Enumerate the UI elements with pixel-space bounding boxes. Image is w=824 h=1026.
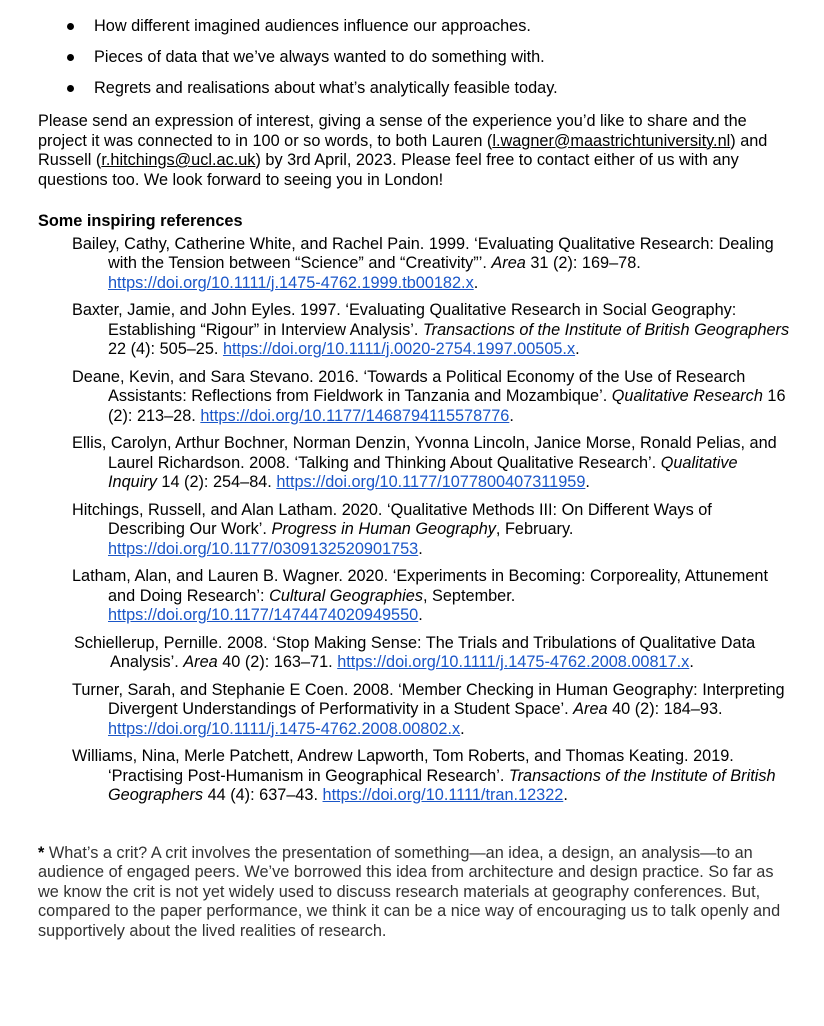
reference-journal: Area <box>573 700 608 718</box>
reference-text: , February. <box>495 520 574 538</box>
doi-link[interactable]: https://doi.org/10.1177/0309132520901753 <box>108 539 419 558</box>
document-page <box>38 11 790 941</box>
reference-text: 40 (2): 163–71. <box>217 653 338 671</box>
doi-link[interactable]: https://doi.org/10.1111/j.1475-4762.2008.00817.x <box>337 653 690 671</box>
bullet-text: Pieces of data that we’ve always wanted to do something with. <box>94 48 545 66</box>
reference-journal: Transactions of the Institute of British Geographers <box>422 320 790 339</box>
doi-link[interactable]: https://doi.org/10.1111/j.1475-4762.2008.00802.x <box>108 719 461 738</box>
bullet-item <box>38 73 790 104</box>
reference-item <box>38 368 790 427</box>
reference-text: 14 (2): 254–84. <box>156 473 277 491</box>
bullet-text: How different imagined audiences influence our approaches. <box>94 17 531 35</box>
email-link-lauren[interactable]: l.wagner@maastrichtuniversity.nl <box>492 131 731 150</box>
reference-end: . <box>585 473 590 491</box>
doi-link[interactable]: https://doi.org/10.1177/1474474020949550 <box>108 606 419 624</box>
bullet-icon <box>67 85 74 92</box>
reference-journal: Area <box>183 653 218 671</box>
reference-text: Ellis, Carolyn, Arthur Bochner, Norman Denzin, Yvonna Lincoln, Janice Morse, Ronald Pelias, and Laurel Richardson. 2008. ‘Talking and Thinking About Qualitative Research’. <box>72 434 777 472</box>
bullet-icon <box>67 54 74 61</box>
reference-end: . <box>509 406 514 425</box>
intro-paragraph <box>38 112 790 190</box>
reference-end: . <box>575 340 580 358</box>
doi-link[interactable]: https://doi.org/10.1111/j.1475-4762.1999.tb00182.x <box>108 273 474 292</box>
reference-text: , September. <box>422 586 516 605</box>
intro-text: ) by 3rd April, 2023. Please feel free to contact either of us with any questions too. We look forward to seeing you in London! <box>38 151 739 189</box>
reference-journal: Cultural Geographies <box>269 586 423 605</box>
reference-text: Latham, Alan, and Lauren B. Wagner. 2020. ‘Experiments in Becoming: Corporeality, Attunement and Doing Research’: <box>72 567 768 605</box>
reference-item <box>38 681 790 740</box>
reference-text: Baxter, Jamie, and John Eyles. 1997. ‘Evaluating Qualitative Research in Social Geography: Establishing “Rigour” in Interview Analysis’. <box>72 301 737 339</box>
reference-text: Hitchings, Russell, and Alan Latham. 2020. ‘Qualitative Methods III: On Different Ways of Describing Our Work’. <box>72 500 712 538</box>
reference-text: Williams, Nina, Merle Patchett, Andrew Lapworth, Tom Roberts, and Thomas Keating. 2019. ‘Practising Post-Humanism in Geographical Research’. <box>72 747 734 785</box>
reference-text: 44 (4): 637–43. <box>203 786 323 804</box>
reference-journal: Qualitative Inquiry <box>108 453 738 491</box>
reference-end: . <box>689 653 694 671</box>
reference-list <box>38 235 790 806</box>
reference-journal: Qualitative Research <box>611 387 763 405</box>
doi-link[interactable]: https://doi.org/10.1177/1077800407311959 <box>276 473 586 491</box>
reference-text: Bailey, Cathy, Catherine White, and Rachel Pain. 1999. ‘Evaluating Qualitative Research: Dealing with the Tension between “Science” and “Creativity”’. <box>72 234 774 272</box>
bullet-text: Regrets and realisations about what’s analytically feasible today. <box>94 79 558 97</box>
reference-journal: Transactions of the Institute of British Geographers <box>108 766 776 804</box>
intro-text: ) and Russell ( <box>38 131 768 169</box>
reference-end: . <box>418 539 423 558</box>
reference-text: 16 (2): 213–28. <box>108 387 786 425</box>
doi-link[interactable]: https://doi.org/10.1177/1468794115578776 <box>200 406 510 425</box>
reference-item <box>38 235 790 294</box>
reference-journal: Progress in Human Geography <box>271 520 496 538</box>
reference-journal: Area <box>491 254 526 272</box>
doi-link[interactable]: https://doi.org/10.1111/j.0020-2754.1997.00505.x <box>222 340 576 358</box>
reference-item <box>38 634 790 673</box>
bullet-item <box>38 11 790 42</box>
reference-text: Turner, Sarah, and Stephanie E Coen. 2008. ‘Member Checking in Human Geography: Interpreting Divergent Understandings of Performativity in a Student Space’. <box>72 680 785 718</box>
footnote-marker: * <box>38 843 45 862</box>
reference-text: 40 (2): 184–93. <box>607 700 723 718</box>
reference-item <box>38 747 790 806</box>
reference-end: . <box>418 606 423 624</box>
bullet-item <box>38 42 790 73</box>
reference-text: 31 (2): 169–78. <box>525 254 641 272</box>
reference-item <box>38 434 790 493</box>
doi-link[interactable]: https://doi.org/10.1111/tran.12322 <box>322 786 564 804</box>
reference-item <box>38 301 790 360</box>
reference-text: Schiellerup, Pernille. 2008. ‘Stop Making Sense: The Trials and Tribulations of Qualitative Data Analysis’. <box>74 633 756 671</box>
crit-footnote <box>38 844 790 942</box>
reference-end: . <box>460 719 465 738</box>
footnote-text: What’s a crit? A crit involves the presentation of something—an idea, a design, an analysis—to an audience of engaged peers. We’ve borrowed this idea from architecture and design practice. So far as we know the crit is not yet widely used to discuss research materials at geography conferences. But, compared to the paper performance, we think it can be a nice way of encouraging us to talk openly and supportively about the lived realities of research. <box>38 843 781 940</box>
reference-item <box>38 501 790 560</box>
email-link-russell[interactable]: r.hitchings@ucl.ac.uk <box>101 151 256 169</box>
intro-text: Please send an expression of interest, giving a sense of the experience you’d like to share and the project it was connected to in 100 or so words, to both Lauren ( <box>38 112 747 150</box>
references-heading: Some inspiring references <box>38 212 243 230</box>
bullet-icon <box>67 23 74 30</box>
reference-text: 22 (4): 505–25. <box>108 340 223 358</box>
bullet-list <box>38 11 790 104</box>
reference-text: Deane, Kevin, and Sara Stevano. 2016. ‘Towards a Political Economy of the Use of Research Assistants: Reflections from Fieldwork in Tanzania and Mozambique’. <box>72 367 746 405</box>
reference-end: . <box>563 786 568 804</box>
reference-end: . <box>473 273 479 292</box>
reference-item <box>38 567 790 626</box>
